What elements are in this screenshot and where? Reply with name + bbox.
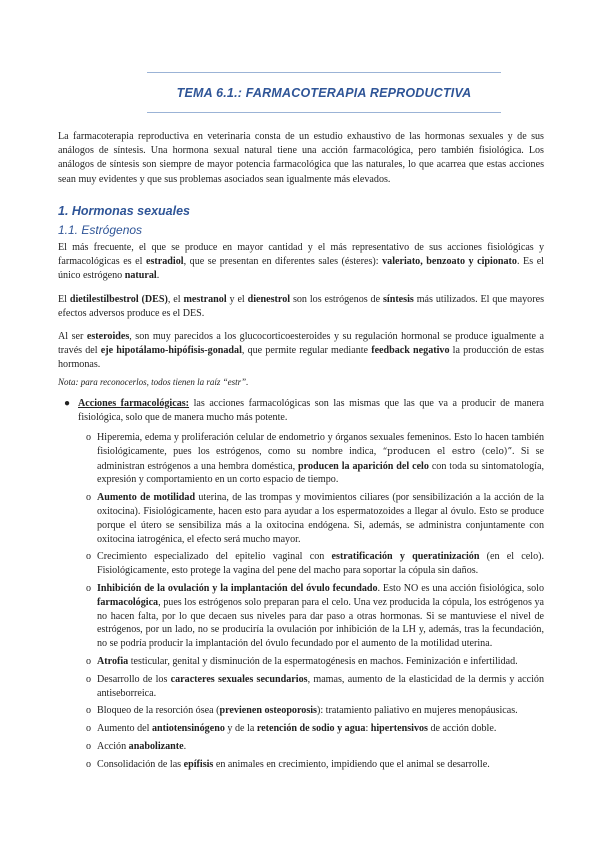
sub-bullet-icon: o (86, 705, 92, 717)
note: Nota: para reconocerlos, todos tienen la raíz “estr”. (58, 377, 249, 387)
list-item: o Desarrollo de los caracteres sexuales secundarios, mamas, aumento de la elasticidad de la dermis y acción antiseborreica. (86, 673, 545, 699)
paragraph-synthetic: El dietilestilbestrol (DES), el mestranol y el dienestrol son los estrógenos de síntesis más utilizados. El que mayores efectos adversos produce es el DES. (58, 294, 545, 320)
sub-bullet-icon: o (86, 582, 92, 594)
list-item: o Inhibición de la ovulación y la implantación del óvulo fecundado. Esto NO es una acción fisiológica, solo farmacológica, pues los estrógenos solo preparan para el celo. Una vez producida la cópula, los estrógenos ya no hacen falta, por lo que decaen sus niveles para dar paso a otras hormonas. Si se mantuviese el nivel de estrógenos, por un lado, no se produciría la ovulación por inhibición de la LH y, además, tras la fecundación, no se podría producir la implantación del óvulo fecundado por el aumento de la motilidad uterina. (86, 582, 544, 650)
bullet-pharmacological-actions: ● Acciones farmacológicas: las acciones farmacológicas son las mismas que las que va a producir de manera fisiológica, solo que de manera mucho más potente. (64, 397, 544, 425)
list-item: o Acción anabolizante. (86, 740, 187, 752)
section-heading-1-1: 1.1. Estrógenos (58, 223, 143, 237)
sub-bullet-icon: o (86, 551, 92, 563)
title-bottom-rule (147, 112, 501, 113)
list-item: o Aumento del antiotensinógeno y de la retención de sodio y agua: hipertensivos de acción doble. (86, 723, 497, 735)
list-item: o Consolidación de las epífisis en animales en crecimiento, impidiendo que el animal se desarrolle. (86, 758, 490, 770)
page-title: TEMA 6.1.: FARMACOTERAPIA REPRODUCTIVA (176, 86, 472, 100)
sub-bullet-icon: o (86, 655, 92, 667)
list-item: o Aumento de motilidad uterina, de las trompas y movimientos ciliares (por sensibilización a la acción de la oxitocina). Fisiológicamente, hacen esto para ayudar a los espermatozoides a llegar al óvulo. Esto se produce porque el útero se sensibiliza más a la oxitocina endógena. Si, además, se administra conjuntamente con oxitocina iatrogénica, el efecto será mucho mayor. (86, 492, 544, 545)
paragraph-steroids: Al ser esteroides, son muy parecidos a los glucocorticoesteroides y su regulación hormonal se produce igualmente a través del eje hipotálamo-hipófisis-gonadal, que permite regular mediante feedback negativo la producción de estas hormonas. (58, 331, 544, 371)
sub-bullet-icon: o (86, 432, 92, 443)
sub-bullet-icon: o (86, 492, 92, 504)
sub-bullet-icon: o (86, 758, 92, 770)
sub-bullet-icon: o (86, 740, 92, 752)
sub-bullet-icon: o (86, 673, 92, 685)
paragraph-estradiol: El más frecuente, el que se produce en mayor cantidad y el más representativo de sus acciones fisiológicas y farmacológicas es el estradiol, que se presentan en diferentes sales (ésteres): valeriato, benzoato y cipionato. Es el único estrógeno natural. (58, 242, 544, 282)
sub-bullet-icon: o (86, 723, 92, 735)
section-heading-1: 1. Hormonas sexuales (58, 204, 191, 218)
list-item: o Atrofia testicular, genital y disminución de la espermatogénesis en machos. Feminización e infertilidad. (86, 655, 518, 667)
intro-paragraph: La farmacoterapia reproductiva en veterinaria consta de un estudio exhaustivo de las hormonas sexuales y de sus análogos de síntesis. Una hormona sexual natural tiene una acción farmacológica, pero también fisiológica. Los análogos de síntesis son siempre de mayor potencia farmacológica que las naturales, lo que acarrea que estas acciones sean muy evidentes y que sus problemas asociados sean igualmente más elevados. (58, 131, 544, 185)
list-item: o Hiperemia, edema y proliferación celular de endometrio y órganos sexuales femeninos. Esto lo hacen también fisiológicamente, pues los estrógenos, como su nombre indica, “producen el estro (celo)”. Si se administran estrógenos a una hembra doméstica, producen la aparición del celo con toda su sintomatología, expresión y comportamiento en un corto espacio de tiempo. (86, 432, 544, 486)
bullet-icon: ● (64, 398, 71, 409)
list-item: o Crecimiento especializado del epitelio vaginal con estratificación y queratinización (en el celo). Fisiológicamente, esto protege la vagina del pene del macho para soportar la cópula sin daños. (86, 551, 544, 577)
sub-list (86, 431, 544, 772)
title-block (147, 72, 501, 113)
list-item: o Bloqueo de la resorción ósea (previenen osteoporosis): tratamiento paliativo en mujeres menopáusicas. (86, 705, 518, 717)
